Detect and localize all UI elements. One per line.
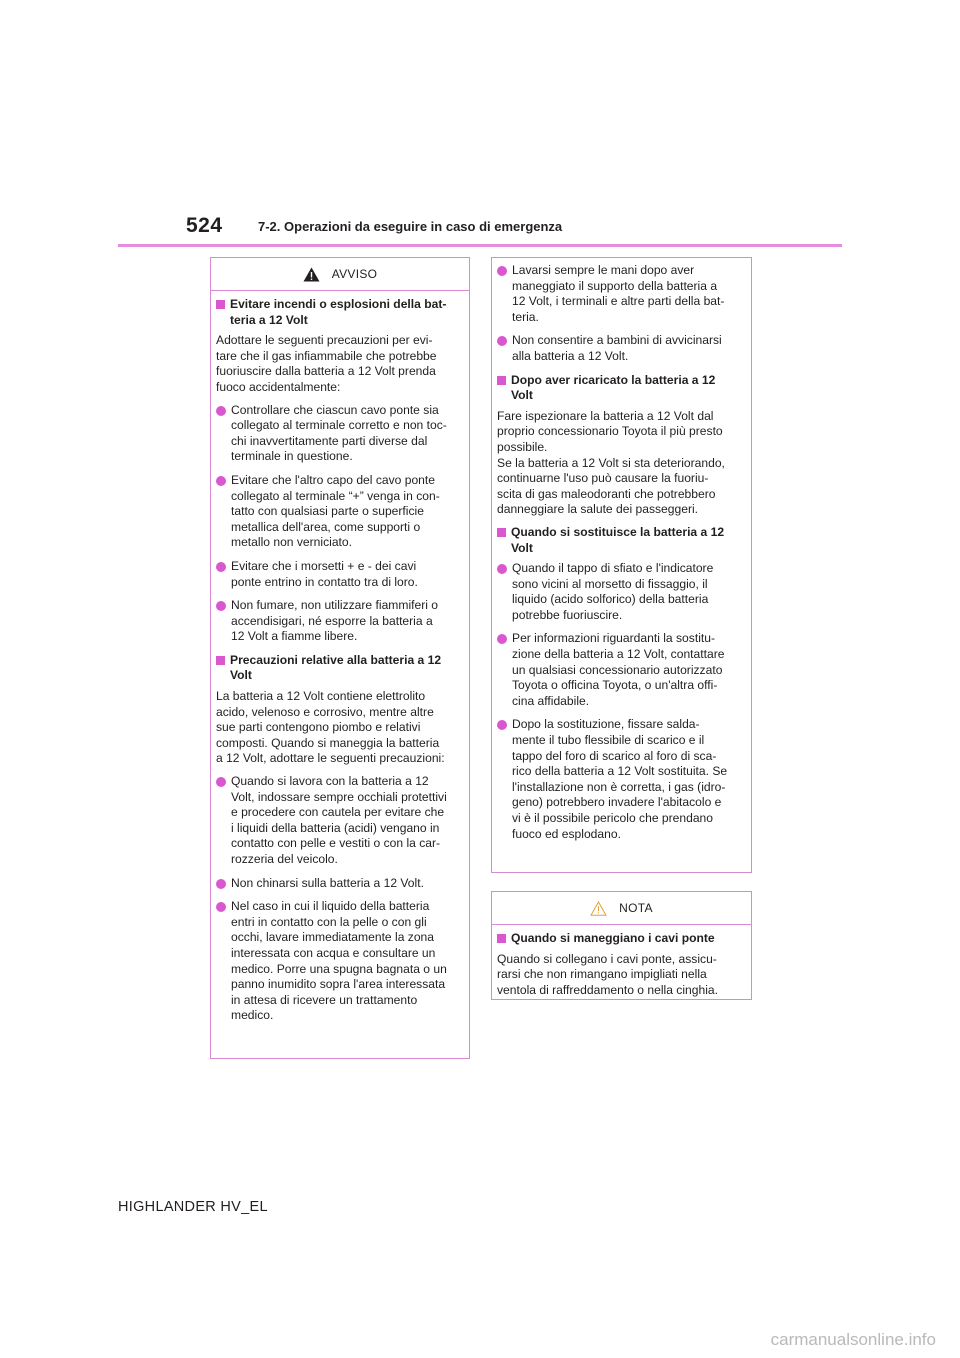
circle-bullet-icon	[497, 336, 507, 346]
list-item-text: Lavarsi sempre le mani dopo aver maneggiato il supporto della batteria a 12 Volt, i terminali e altre parti della bat- teria.	[512, 263, 725, 324]
square-bullet-icon	[497, 934, 506, 943]
watermark: carmanualsonline.info	[770, 1330, 936, 1349]
nota-content	[492, 925, 751, 998]
section-title: 7-2. Operazioni da eseguire in caso di emergenza	[258, 219, 563, 234]
circle-bullet-icon	[216, 406, 226, 416]
list-item	[216, 559, 464, 590]
heading-text: Quando si sostituisce la batteria a 12 Volt	[511, 524, 725, 555]
list-item	[216, 774, 464, 868]
circle-bullet-icon	[216, 562, 226, 572]
avviso-header	[211, 258, 469, 291]
heading	[216, 297, 464, 328]
square-bullet-icon	[497, 528, 506, 537]
list-item	[216, 598, 464, 645]
list-item-text: Quando il tappo di sfiato e l'indicatore sono vicini al morsetto di fissaggio, il liquido (acido solforico) della batteria potrebbe fuoriuscire.	[512, 561, 714, 622]
list-item-text: Nel caso in cui il liquido della batteria entri in contatto con la pelle o con gli occhi, lavare immediatamente la zona interessata con acqua e consultare un medico. Porre una spugna bagnata o un panno inumidito sopra l'area interessata in attesa di ricevere un trattamento medico.	[231, 899, 447, 1023]
list-item-text: Evitare che i morsetti + e - dei cavi ponte entrino in contatto tra di loro.	[231, 558, 418, 589]
nota-header	[492, 892, 751, 925]
list-item	[216, 403, 464, 465]
list-item	[497, 631, 746, 709]
avviso-continued-box	[491, 257, 752, 873]
heading-text: Dopo aver ricaricato la batteria a 12 Volt	[511, 372, 716, 403]
heading	[216, 653, 464, 684]
circle-bullet-icon	[497, 564, 507, 574]
circle-bullet-icon	[216, 777, 226, 787]
heading-text: Evitare incendi o esplosioni della bat- teria a 12 Volt	[230, 297, 447, 327]
list-item-text: Controllare che ciascun cavo ponte sia collegato al terminale corretto e non toc- chi inavvertitamente parti diverse dal terminale in questione.	[231, 402, 447, 464]
page-number: 524	[186, 214, 223, 237]
square-bullet-icon	[497, 376, 506, 385]
avviso-content	[211, 291, 469, 1024]
list-item-text: Non fumare, non utilizzare fiammiferi o accendisigari, né esporre la batteria a 12 Volt a fiamme libere.	[231, 598, 439, 644]
heading-text: Precauzioni relative alla batteria a 12 Volt	[230, 652, 442, 683]
circle-bullet-icon	[216, 601, 226, 611]
warning-icon	[303, 267, 320, 282]
list-item	[216, 876, 464, 892]
paragraph: Adottare le seguenti precauzioni per evi- tare che il gas infiammabile che potrebbe fuoriuscire dalla batteria a 12 Volt prenda fuoco accidentalmente:	[216, 333, 437, 394]
list-item-text: Quando si lavora con la batteria a 12 Volt, indossare sempre occhiali protettivi e procedere con cautela per evitare che i liquidi della batteria (acidi) vengano in contatto con pelle e vestiti o con la car- rozzeria del veicolo.	[231, 774, 447, 866]
heading-text: Quando si maneggiano i cavi ponte	[511, 931, 715, 945]
list-item	[497, 333, 746, 364]
list-item	[216, 473, 464, 551]
avviso-continued-content	[492, 258, 751, 842]
circle-bullet-icon	[497, 720, 507, 730]
square-bullet-icon	[216, 656, 225, 665]
header-rule	[118, 244, 842, 247]
avviso-box	[210, 257, 470, 1059]
square-bullet-icon	[216, 300, 225, 309]
list-item	[497, 263, 746, 325]
paragraph: Quando si collegano i cavi ponte, assicu- rarsi che non rimangano impigliati nella ventola di raffreddamento o nella cinghia.	[497, 951, 718, 997]
list-item	[216, 899, 464, 1024]
circle-bullet-icon	[216, 902, 226, 912]
heading	[497, 373, 746, 404]
list-item	[497, 561, 746, 623]
nota-label: NOTA	[619, 901, 653, 915]
circle-bullet-icon	[497, 634, 507, 644]
paragraph: Fare ispezionare la batteria a 12 Volt dal proprio concessionario Toyota il più presto possibile. Se la batteria a 12 Volt si sta deteriorando, continuarne l'uso può causare la fuoriu- scita di gas maleodoranti che potrebbero danneggiare la salute dei passeggeri.	[497, 408, 725, 517]
heading	[497, 931, 746, 947]
circle-bullet-icon	[216, 476, 226, 486]
paragraph: La batteria a 12 Volt contiene elettrolito acido, velenoso e corrosivo, mentre altre sue parti contengono piombo e relativi composti. Quando si maneggia la batteria a 12 Volt, adottare le seguenti precauzioni:	[216, 689, 445, 766]
circle-bullet-icon	[497, 266, 507, 276]
nota-box	[491, 891, 752, 1000]
caution-outline-icon	[590, 901, 607, 916]
list-item-text: Evitare che l'altro capo del cavo ponte collegato al terminale “+” venga in con- tatto con qualsiasi parte o superficie metallica dell'area, come supporti o metallo non verniciato.	[231, 472, 440, 550]
heading	[497, 525, 746, 556]
avviso-label: AVVISO	[331, 267, 378, 281]
list-item-text: Non chinarsi sulla batteria a 12 Volt.	[231, 875, 424, 890]
list-item-text: Per informazioni riguardanti la sostitu- zione della batteria a 12 Volt, contattare un qualsiasi concessionario autorizzato Toyota o officina Toyota, o un'altra offi- cina affidabile.	[512, 631, 725, 708]
list-item-text: Non consentire a bambini di avvicinarsi alla batteria a 12 Volt.	[512, 333, 722, 363]
list-item	[497, 717, 746, 842]
circle-bullet-icon	[216, 879, 226, 889]
model-footer: HIGHLANDER HV_EL	[118, 1199, 268, 1215]
list-item-text: Dopo la sostituzione, fissare salda- mente il tubo flessibile di scarico e il tappo del foro di scarico al foro di sca- rico della batteria a 12 Volt sostituita. Se l'installazione non è corretta, i gas (idro- geno) potrebbero invadere l'abitacolo e vi è il possibile pericolo che prendano fuoco ed esplodano.	[512, 717, 728, 841]
